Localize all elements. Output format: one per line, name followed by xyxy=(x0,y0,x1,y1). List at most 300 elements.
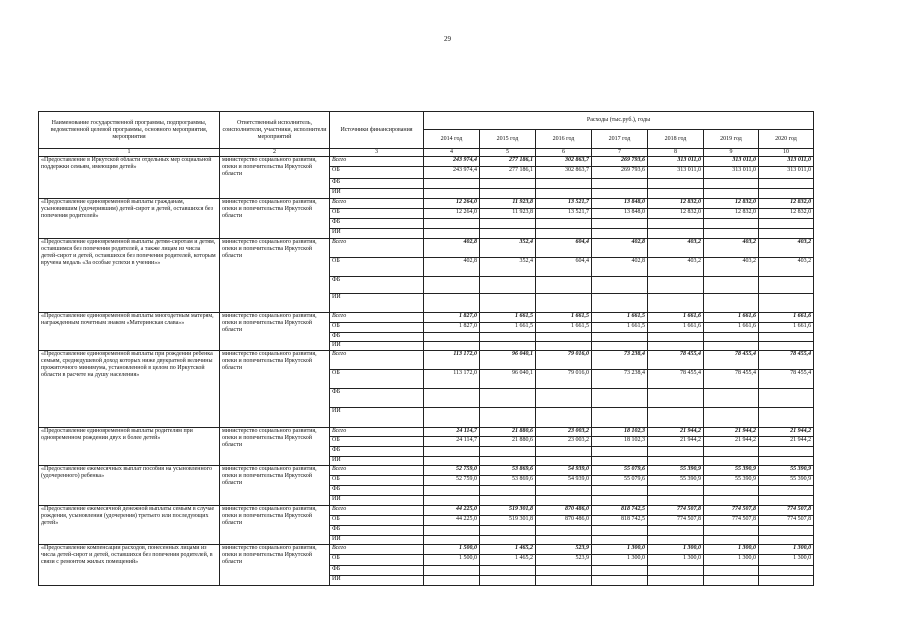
funding-source: ОБ xyxy=(330,516,424,526)
expense-value xyxy=(480,457,536,466)
funding-source: ФБ xyxy=(330,179,424,189)
measure-responsible: министерство социального развития, опеки и попечительства Иркутской области xyxy=(220,313,330,351)
expense-value: 1 300,0 xyxy=(704,545,759,555)
funding-source: Всего xyxy=(330,428,424,437)
expense-value xyxy=(648,408,704,428)
expense-value xyxy=(759,277,814,294)
expense-value xyxy=(424,389,480,408)
expense-value: 243 974,4 xyxy=(424,157,480,167)
expense-value: 23 003,2 xyxy=(536,437,592,447)
expense-value: 21 880,6 xyxy=(480,428,536,437)
expense-value: 313 011,0 xyxy=(759,157,814,167)
expense-value: 269 793,6 xyxy=(592,167,648,179)
funding-source: ОБ xyxy=(330,258,424,277)
expense-value xyxy=(648,294,704,313)
funding-source: ОБ xyxy=(330,555,424,566)
expense-value xyxy=(648,536,704,545)
expense-value: 55 390,9 xyxy=(704,476,759,486)
expense-value xyxy=(704,536,759,545)
expense-value xyxy=(704,457,759,466)
expense-value: 12 832,0 xyxy=(704,199,759,209)
expense-value xyxy=(592,342,648,351)
expense-value: 269 793,6 xyxy=(592,157,648,167)
expense-value xyxy=(424,219,480,229)
expense-value: 1 661,6 xyxy=(759,313,814,323)
expense-value: 18 102,3 xyxy=(592,428,648,437)
measure-responsible: министерство социального развития, опеки и попечительства Иркутской области xyxy=(220,157,330,199)
expense-value: 113 172,0 xyxy=(424,351,480,370)
header-source: Источники финансирования xyxy=(330,112,424,149)
expense-value xyxy=(704,189,759,199)
funding-source: ИИ xyxy=(330,457,424,466)
expense-value: 403,2 xyxy=(759,258,814,277)
measure-total-row xyxy=(39,545,814,555)
measure-responsible: министерство социального развития, опеки и попечительства Иркутской области xyxy=(220,506,330,545)
expense-value xyxy=(704,333,759,342)
expense-value: 21 944,2 xyxy=(648,428,704,437)
expense-value: 523,9 xyxy=(536,545,592,555)
expense-value: 1 661,6 xyxy=(759,323,814,333)
expense-value xyxy=(480,447,536,457)
measure-responsible: министерство социального развития, опеки и попечительства Иркутской области xyxy=(220,466,330,506)
expense-value: 21 944,2 xyxy=(648,437,704,447)
expense-value: 302 863,7 xyxy=(536,167,592,179)
expense-value: 13 521,7 xyxy=(536,199,592,209)
expense-value xyxy=(592,447,648,457)
expense-value xyxy=(536,179,592,189)
expense-value xyxy=(592,277,648,294)
expense-value: 870 486,0 xyxy=(536,506,592,516)
column-number: 5 xyxy=(480,149,536,157)
expense-value xyxy=(480,486,536,496)
expense-value xyxy=(592,486,648,496)
expense-value xyxy=(536,294,592,313)
measure-total-row xyxy=(39,239,814,258)
expense-value: 523,9 xyxy=(536,555,592,566)
expense-value xyxy=(480,496,536,506)
expense-value xyxy=(648,219,704,229)
expense-value xyxy=(648,277,704,294)
expense-value xyxy=(536,526,592,536)
measure-description: «Предоставление ежемесячной денежной выплаты семьям в случае рождения, усыновления (удочерения) третьего или последующих детей» xyxy=(39,506,220,545)
expense-value xyxy=(759,408,814,428)
expense-value xyxy=(704,219,759,229)
expense-value xyxy=(592,576,648,586)
expense-value xyxy=(592,536,648,545)
expense-value: 519 301,8 xyxy=(480,516,536,526)
expense-value xyxy=(648,189,704,199)
expense-value xyxy=(536,229,592,239)
expense-value: 53 869,6 xyxy=(480,476,536,486)
expense-value xyxy=(648,179,704,189)
expense-value: 54 939,0 xyxy=(536,476,592,486)
expense-value: 12 264,0 xyxy=(424,209,480,219)
expense-value: 1 300,0 xyxy=(759,545,814,555)
measure-description: «Предоставление ежемесячных выплат пособия на усыновленного (удочеренного) ребенка» xyxy=(39,466,220,506)
expense-value: 21 944,2 xyxy=(759,428,814,437)
expense-value: 1 300,0 xyxy=(592,545,648,555)
expense-value: 1 465,2 xyxy=(480,545,536,555)
expense-value xyxy=(480,229,536,239)
expense-value xyxy=(648,229,704,239)
expense-value: 44 225,0 xyxy=(424,506,480,516)
expense-value: 73 238,4 xyxy=(592,351,648,370)
measure-responsible: министерство социального развития, опеки и попечительства Иркутской области xyxy=(220,199,330,239)
header-expenses: Расходы (тыс.руб.), годы xyxy=(424,112,814,130)
expense-value: 21 880,6 xyxy=(480,437,536,447)
expense-value: 21 944,2 xyxy=(704,428,759,437)
expense-value xyxy=(424,229,480,239)
expense-value: 604,4 xyxy=(536,258,592,277)
column-number: 4 xyxy=(424,149,480,157)
expense-value xyxy=(704,408,759,428)
expense-value: 24 114,7 xyxy=(424,428,480,437)
expense-value xyxy=(704,496,759,506)
expense-value: 1 500,0 xyxy=(424,555,480,566)
funding-source: ИИ xyxy=(330,342,424,351)
funding-source: Всего xyxy=(330,351,424,370)
expense-value xyxy=(704,229,759,239)
expense-value xyxy=(648,496,704,506)
expense-value: 403,2 xyxy=(648,258,704,277)
expense-value: 1 465,2 xyxy=(480,555,536,566)
expense-value: 44 225,0 xyxy=(424,516,480,526)
measure-responsible: министерство социального развития, опеки и попечительства Иркутской области xyxy=(220,428,330,466)
expense-value xyxy=(536,408,592,428)
column-number: 3 xyxy=(330,149,424,157)
expense-value xyxy=(424,576,480,586)
measure-responsible: министерство социального развития, опеки и попечительства Иркутской области xyxy=(220,545,330,586)
funding-source: ФБ xyxy=(330,526,424,536)
expense-value: 403,2 xyxy=(704,258,759,277)
funding-source: ФБ xyxy=(330,486,424,496)
measure-total-row xyxy=(39,199,814,209)
expense-value xyxy=(424,277,480,294)
expense-value xyxy=(480,189,536,199)
funding-source: ИИ xyxy=(330,408,424,428)
expense-value xyxy=(424,566,480,576)
expense-value: 1 661,5 xyxy=(536,323,592,333)
expense-value: 313 011,0 xyxy=(648,167,704,179)
expense-value xyxy=(648,447,704,457)
expense-value: 13 521,7 xyxy=(536,209,592,219)
expense-value: 402,8 xyxy=(424,239,480,258)
funding-source: ОБ xyxy=(330,370,424,389)
expense-value: 403,2 xyxy=(704,239,759,258)
expense-value: 1 500,0 xyxy=(424,545,480,555)
expense-value xyxy=(704,294,759,313)
expense-value: 21 944,2 xyxy=(759,437,814,447)
funding-source: Всего xyxy=(330,239,424,258)
expense-value: 12 832,0 xyxy=(648,199,704,209)
expense-value xyxy=(592,457,648,466)
expense-value: 1 661,6 xyxy=(648,323,704,333)
measure-description: «Предоставление компенсации расходов, понесенных лицами из числа детей-сирот и детей, оставшихся без попечения родителей, в связи с ремонтом жилых помещений» xyxy=(39,545,220,586)
header-year: 2020 год xyxy=(759,130,814,149)
expense-value xyxy=(759,486,814,496)
funding-source: ФБ xyxy=(330,333,424,342)
expense-value xyxy=(592,229,648,239)
expense-value xyxy=(424,189,480,199)
funding-source: ФБ xyxy=(330,566,424,576)
measure-description: «Предоставление единовременной выплаты гражданам, усыновившим (удочерившим) детей-сирот и детей, оставшихся без попечения родителей» xyxy=(39,199,220,239)
measure-total-row xyxy=(39,428,814,437)
expense-value: 774 507,8 xyxy=(648,516,704,526)
expense-value: 11 923,8 xyxy=(480,199,536,209)
expense-value: 1 827,0 xyxy=(424,323,480,333)
measure-responsible: министерство социального развития, опеки и попечительства Иркутской области xyxy=(220,351,330,428)
measure-total-row xyxy=(39,466,814,476)
expense-value xyxy=(424,333,480,342)
expense-value: 12 832,0 xyxy=(648,209,704,219)
expense-value xyxy=(480,277,536,294)
column-number: 1 xyxy=(39,149,220,157)
expense-value: 23 003,2 xyxy=(536,428,592,437)
expense-value xyxy=(759,457,814,466)
expense-value xyxy=(480,408,536,428)
expense-value: 1 827,0 xyxy=(424,313,480,323)
expense-value: 352,4 xyxy=(480,258,536,277)
expense-value: 52 759,0 xyxy=(424,466,480,476)
expense-value: 402,8 xyxy=(592,239,648,258)
expense-value: 55 390,9 xyxy=(648,466,704,476)
expense-value xyxy=(759,342,814,351)
expense-value xyxy=(759,189,814,199)
column-number: 6 xyxy=(536,149,592,157)
expense-value xyxy=(648,566,704,576)
expense-value xyxy=(704,389,759,408)
expense-value xyxy=(759,447,814,457)
expense-value xyxy=(759,536,814,545)
column-number: 2 xyxy=(220,149,330,157)
expense-value xyxy=(704,277,759,294)
expense-value: 54 939,0 xyxy=(536,466,592,476)
expense-value xyxy=(592,179,648,189)
column-number: 7 xyxy=(592,149,648,157)
expense-value: 774 507,8 xyxy=(648,506,704,516)
expense-value xyxy=(536,566,592,576)
expense-value xyxy=(480,566,536,576)
expense-value xyxy=(592,526,648,536)
measure-responsible: министерство социального развития, опеки и попечительства Иркутской области xyxy=(220,239,330,313)
expense-value xyxy=(592,219,648,229)
expense-value: 79 016,0 xyxy=(536,351,592,370)
expense-value xyxy=(648,389,704,408)
funding-source: ИИ xyxy=(330,496,424,506)
expense-value: 402,8 xyxy=(592,258,648,277)
measure-description: «Предоставление единовременной выплаты многодетным матерям, награжденным почетным знаком «Материнская слава»» xyxy=(39,313,220,351)
funding-source: ОБ xyxy=(330,167,424,179)
expense-value: 78 455,4 xyxy=(759,370,814,389)
funding-source: ФБ xyxy=(330,447,424,457)
expense-value: 1 661,5 xyxy=(592,313,648,323)
expense-value xyxy=(704,566,759,576)
funding-source: ИИ xyxy=(330,576,424,586)
expense-value xyxy=(759,496,814,506)
expense-value: 519 301,8 xyxy=(480,506,536,516)
page-number: 29 xyxy=(444,35,451,43)
expense-value: 55 390,9 xyxy=(759,476,814,486)
expense-value xyxy=(536,277,592,294)
expense-value xyxy=(648,333,704,342)
expense-value xyxy=(536,333,592,342)
expense-value xyxy=(480,179,536,189)
expense-value xyxy=(648,342,704,351)
funding-source: Всего xyxy=(330,313,424,323)
expense-value xyxy=(424,536,480,545)
expense-value: 78 455,4 xyxy=(759,351,814,370)
expense-value xyxy=(424,408,480,428)
measure-description: «Предоставление в Иркутской области отдельных мер социальной поддержки семьям, имеющим детей» xyxy=(39,157,220,199)
funding-source: Всего xyxy=(330,545,424,555)
funding-source: ИИ xyxy=(330,229,424,239)
expense-value: 79 016,0 xyxy=(536,370,592,389)
expense-value: 11 923,8 xyxy=(480,209,536,219)
expense-value xyxy=(424,496,480,506)
expense-value xyxy=(704,447,759,457)
expense-value: 1 661,6 xyxy=(648,313,704,323)
expense-value: 55 390,9 xyxy=(648,476,704,486)
expense-value xyxy=(759,576,814,586)
expense-value xyxy=(480,342,536,351)
expense-value: 78 455,4 xyxy=(648,351,704,370)
expense-value xyxy=(704,486,759,496)
expense-value xyxy=(480,294,536,313)
expense-value xyxy=(480,536,536,545)
expense-value xyxy=(648,526,704,536)
expense-value xyxy=(592,496,648,506)
expense-value: 12 832,0 xyxy=(759,199,814,209)
measure-total-row xyxy=(39,157,814,167)
expense-value: 403,2 xyxy=(759,239,814,258)
expense-value: 1 300,0 xyxy=(704,555,759,566)
expense-value xyxy=(592,333,648,342)
expense-value: 1 300,0 xyxy=(759,555,814,566)
expense-value: 243 974,4 xyxy=(424,167,480,179)
funding-source: ОБ xyxy=(330,476,424,486)
expense-value: 13 848,0 xyxy=(592,199,648,209)
expense-value xyxy=(536,536,592,545)
expense-value xyxy=(759,389,814,408)
expense-value: 313 011,0 xyxy=(704,157,759,167)
expense-value xyxy=(536,219,592,229)
budget-table xyxy=(38,111,814,586)
measure-total-row xyxy=(39,313,814,323)
funding-source: ФБ xyxy=(330,389,424,408)
expense-value: 55 079,6 xyxy=(592,476,648,486)
expense-value xyxy=(648,486,704,496)
expense-value: 1 300,0 xyxy=(648,545,704,555)
expense-value xyxy=(536,447,592,457)
expense-value xyxy=(536,189,592,199)
expense-value xyxy=(704,342,759,351)
funding-source: Всего xyxy=(330,466,424,476)
expense-value: 313 011,0 xyxy=(648,157,704,167)
expense-value: 1 661,5 xyxy=(480,313,536,323)
measure-total-row xyxy=(39,351,814,370)
header-year: 2016 год xyxy=(536,130,592,149)
expense-value: 78 455,4 xyxy=(704,351,759,370)
expense-value: 352,4 xyxy=(480,239,536,258)
header-name: Наименование государственной программы, подпрограммы, ведомственной целевой программы, основного мероприятия, мероприятия xyxy=(39,112,220,149)
funding-source: ИИ xyxy=(330,189,424,199)
funding-source: ОБ xyxy=(330,209,424,219)
funding-source: ИИ xyxy=(330,294,424,313)
expense-value: 1 661,5 xyxy=(592,323,648,333)
expense-value: 277 186,1 xyxy=(480,167,536,179)
expense-value: 774 507,8 xyxy=(759,506,814,516)
measure-description: «Предоставление единовременной выплаты при рождении ребенка семьям, среднедушевой доход которых ниже двукратной величины прожиточного минимума, установленной в целом по Иркутской области в расчете на душу населения» xyxy=(39,351,220,428)
funding-source: ИИ xyxy=(330,536,424,545)
expense-value: 52 759,0 xyxy=(424,476,480,486)
expense-value xyxy=(704,526,759,536)
expense-value: 774 507,8 xyxy=(704,506,759,516)
expense-value xyxy=(424,294,480,313)
expense-value: 55 390,9 xyxy=(704,466,759,476)
expense-value xyxy=(648,576,704,586)
expense-value: 604,4 xyxy=(536,239,592,258)
column-number: 10 xyxy=(759,149,814,157)
expense-value xyxy=(424,447,480,457)
funding-source: ФБ xyxy=(330,277,424,294)
expense-value: 73 238,4 xyxy=(592,370,648,389)
expense-value: 870 486,0 xyxy=(536,516,592,526)
expense-value: 113 172,0 xyxy=(424,370,480,389)
expense-value xyxy=(536,342,592,351)
expense-value xyxy=(480,389,536,408)
expense-value: 21 944,2 xyxy=(704,437,759,447)
funding-source: Всего xyxy=(330,199,424,209)
column-number: 9 xyxy=(704,149,759,157)
expense-value: 12 832,0 xyxy=(704,209,759,219)
expense-value: 1 661,5 xyxy=(480,323,536,333)
expense-value: 78 455,4 xyxy=(648,370,704,389)
expense-value xyxy=(480,333,536,342)
expense-value xyxy=(592,408,648,428)
expense-value: 55 079,6 xyxy=(592,466,648,476)
expense-value xyxy=(536,389,592,408)
column-number-row xyxy=(39,149,814,157)
expense-value xyxy=(592,294,648,313)
expense-value: 818 742,5 xyxy=(592,506,648,516)
expense-value xyxy=(759,179,814,189)
expense-value: 774 507,8 xyxy=(759,516,814,526)
expense-value: 96 040,1 xyxy=(480,351,536,370)
funding-source: Всего xyxy=(330,506,424,516)
expense-value xyxy=(592,389,648,408)
expense-value: 13 848,0 xyxy=(592,209,648,219)
expense-value: 12 264,0 xyxy=(424,199,480,209)
expense-value: 313 011,0 xyxy=(759,167,814,179)
header-year: 2019 год xyxy=(704,130,759,149)
expense-value: 53 869,6 xyxy=(480,466,536,476)
expense-value xyxy=(592,189,648,199)
expense-value xyxy=(536,486,592,496)
expense-value xyxy=(759,526,814,536)
expense-value xyxy=(704,179,759,189)
expense-value: 1 300,0 xyxy=(592,555,648,566)
expense-value: 818 742,5 xyxy=(592,516,648,526)
header-year: 2014 год xyxy=(424,130,480,149)
funding-source: ОБ xyxy=(330,323,424,333)
expense-value xyxy=(536,457,592,466)
expense-value: 78 455,4 xyxy=(704,370,759,389)
expense-value: 1 300,0 xyxy=(648,555,704,566)
expense-value xyxy=(759,219,814,229)
expense-value: 313 011,0 xyxy=(704,167,759,179)
expense-value xyxy=(704,576,759,586)
expense-value: 24 114,7 xyxy=(424,437,480,447)
